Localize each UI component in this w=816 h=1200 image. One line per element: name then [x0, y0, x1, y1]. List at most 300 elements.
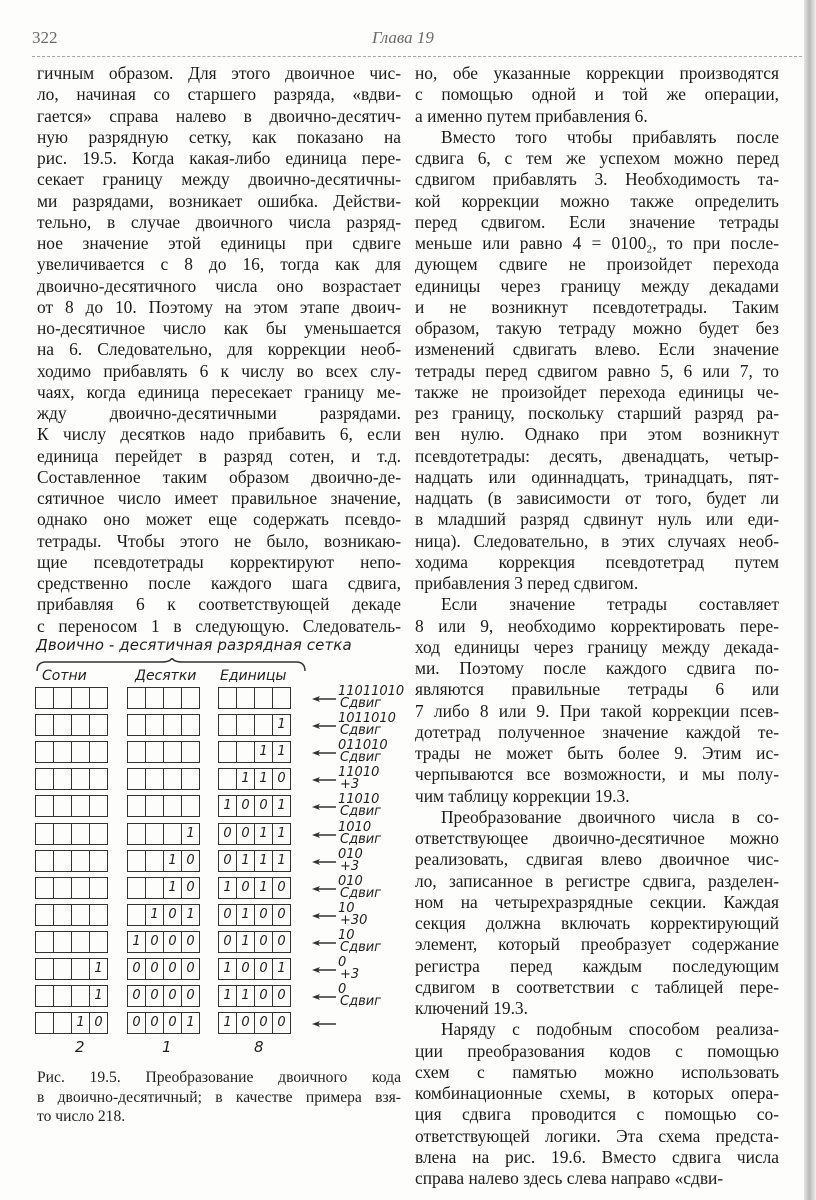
bit-cell: [54, 715, 72, 735]
shift-operation-label: [338, 819, 382, 847]
text-line: влена на рис. 19.6. Вместо сдвига числа: [415, 1146, 779, 1167]
text-line: единица перейдет в разряд сотен, и т.д.: [37, 445, 401, 466]
operation: Сдвиг: [340, 750, 382, 766]
bit-cell: [36, 769, 54, 789]
shift-operation-label: [338, 984, 381, 1008]
bit-cell: 0: [255, 986, 273, 1006]
text-line: единицы через границу между декадами: [415, 275, 779, 296]
operation: +3: [340, 967, 360, 982]
input-bits: 010: [338, 846, 363, 862]
bit-cell: 1: [277, 852, 286, 868]
tetrad-hundreds: [35, 985, 108, 1007]
bit-cell: [182, 769, 199, 789]
bit-cell: 1: [219, 986, 237, 1006]
bit-cell: [72, 742, 90, 762]
text-line: ло, начиная со старшего разряда, «вдви-: [37, 84, 401, 105]
register-row: [35, 982, 415, 1010]
bit-cell: [54, 932, 72, 952]
bit-cell: 1: [277, 717, 286, 733]
tetrad-tens: [127, 687, 200, 709]
bit-cell: [164, 824, 182, 844]
paragraph: [415, 807, 779, 1020]
bit-cell: [36, 851, 54, 871]
bit-cell: [90, 769, 107, 789]
tetrad-tens: [127, 931, 200, 953]
bit-cell: 1: [164, 851, 182, 871]
bit-cell: [273, 688, 290, 708]
tetrad-tens: [127, 904, 200, 926]
text-line: гается» справа налево в двоично-десятич-: [37, 105, 401, 126]
text-line: сдвигом в соответствии с таблицей пере-: [415, 976, 779, 997]
shift-operation-label: [338, 900, 368, 928]
text-line: однако оно может еще содержать псевдо-: [37, 509, 401, 530]
bit-cell: [128, 742, 146, 762]
bit-cell: [90, 688, 107, 708]
figure-caption: [37, 1068, 401, 1127]
shift-operation-label: [338, 740, 388, 764]
bit-cell: [90, 715, 107, 735]
text-line: увеличивается с 8 до 16, тогда как для: [37, 254, 401, 275]
bit-cell: [128, 688, 146, 708]
bit-cell: 0: [219, 824, 237, 844]
text-line: прибавления 3 перед сдвигом.: [415, 573, 639, 593]
bit-cell: [54, 688, 72, 708]
bit-cell: [237, 715, 255, 735]
register-row: [35, 846, 415, 874]
text-line: тетрады перед сдвигом равно 5, 6 или 7, то: [415, 360, 779, 381]
text-line: надцать (в зависимости от того, будет ли: [415, 488, 779, 508]
page-edge-shadow: [804, 0, 816, 1200]
tetrad-units: [218, 904, 291, 926]
bit-cell: 1: [186, 906, 195, 922]
bit-cell: [54, 1013, 72, 1033]
text-line: являются правильные тетрады 6 или: [415, 679, 779, 700]
bit-cell: [72, 959, 90, 979]
bit-cell: [90, 742, 107, 762]
bit-cell: [54, 851, 72, 871]
tetrad-units: [218, 687, 291, 709]
bit-cell: 0: [128, 959, 146, 979]
result-digit-tens: 1: [162, 1038, 172, 1056]
bit-cell: [72, 851, 90, 871]
text-line: сятичное число имеет правильное значение,: [37, 488, 401, 508]
tetrad-hundreds: [35, 714, 108, 736]
bit-cell: [146, 688, 164, 708]
operation: +3: [340, 858, 360, 874]
chapter-title: Глава 19: [372, 28, 434, 47]
tetrad-tens: [127, 714, 200, 736]
bit-cell: 0: [277, 988, 286, 1004]
text-line: Наряду с подобным способом реализа-: [441, 1019, 779, 1040]
register-row: [35, 873, 415, 901]
bit-cell: 0: [164, 932, 182, 952]
tetrad-units: [218, 877, 291, 899]
bit-cell: [54, 878, 72, 898]
bit-cell: 0: [237, 1013, 255, 1033]
bit-cell: [128, 715, 146, 735]
shift-operation-label: [338, 957, 359, 981]
tetrad-units: [218, 795, 291, 817]
bit-cell: [128, 796, 146, 816]
right-column-text: [415, 63, 779, 1189]
bit-cell: [182, 688, 199, 708]
input-bits: 10: [338, 900, 355, 916]
text-line: реализовать, сдвигая влево двоичное чис-: [415, 849, 779, 870]
bit-cell: 0: [164, 1013, 182, 1033]
operation: Сдвиг: [340, 696, 382, 711]
header-rule: [32, 56, 802, 57]
text-line: рис. 19.5. Когда какая-либо единица пере-: [37, 148, 401, 168]
bit-cell: 0: [128, 986, 146, 1006]
bit-cell: [128, 878, 146, 898]
bit-cell: 0: [146, 1013, 164, 1033]
bit-cell: 1: [277, 825, 286, 841]
input-bits: 010: [338, 873, 363, 889]
bit-cell: [164, 796, 182, 816]
bit-cell: [146, 796, 164, 816]
text-line: ции преобразования кодов с помощью: [415, 1040, 779, 1061]
bit-cell: [36, 905, 54, 925]
bit-cell: 0: [186, 933, 195, 949]
bit-cell: 0: [219, 905, 237, 925]
input-bits: 11011010: [338, 684, 405, 699]
bit-cell: 0: [186, 961, 195, 976]
bit-cell: [219, 742, 237, 762]
bit-cell: [237, 688, 255, 708]
bit-cell: [54, 742, 72, 762]
register-row: [35, 711, 415, 739]
bit-cell: [164, 769, 182, 789]
register-row: [35, 738, 415, 766]
bit-cell: 0: [237, 959, 255, 979]
bit-cell: 0: [277, 771, 286, 787]
arrow-left-icon: [310, 1020, 350, 1028]
caption-line: в двоично-десятичный; в качестве примера взя-: [37, 1088, 401, 1106]
operation: Сдвиг: [340, 723, 382, 739]
bit-cell: [90, 851, 107, 871]
bit-cell: [54, 905, 72, 925]
text-line: сдвигом прибавлять 3. Необходимость та-: [415, 169, 779, 190]
input-bits: 0: [338, 955, 347, 970]
bit-cell: [219, 688, 237, 708]
bit-cell: 0: [146, 986, 164, 1006]
bit-cell: [128, 769, 146, 789]
bit-cell: [90, 932, 107, 952]
bit-cell: [36, 688, 54, 708]
tetrad-units: [218, 931, 291, 953]
input-bits: 011010: [338, 738, 388, 754]
tetrad-units: [218, 768, 291, 790]
bit-cell: 1: [237, 905, 255, 925]
input-bits: 10: [338, 927, 355, 943]
bit-cell: [219, 715, 237, 735]
bit-cell: 1: [219, 959, 237, 979]
paragraph: [415, 594, 779, 807]
bit-cell: [237, 742, 255, 762]
tetrad-tens: [127, 985, 200, 1007]
bit-cell: 1: [255, 824, 273, 844]
bit-cell: [90, 796, 107, 816]
bit-cell: [146, 742, 164, 762]
bit-cell: [90, 878, 107, 898]
bit-cell: [72, 688, 90, 708]
bit-cell: 1: [255, 769, 273, 789]
bit-cell: [72, 796, 90, 816]
text-line: псевдотетрады: десять, двенадцать, четыр-: [415, 445, 779, 466]
bit-cell: 1: [164, 878, 182, 898]
bit-cell: [72, 878, 90, 898]
bit-cell: 0: [255, 905, 273, 925]
register-row: [35, 900, 415, 928]
tetrad-hundreds: [35, 823, 108, 845]
bit-cell: [36, 986, 54, 1006]
operation: Сдвиг: [340, 804, 382, 820]
text-line: ход единицы через границу между декада-: [415, 636, 779, 657]
bit-cell: [146, 851, 164, 871]
figure-title: Двоично - десятичная разрядная сетка: [36, 636, 352, 654]
operation: +3: [340, 777, 360, 793]
caption-line: Рис. 19.5. Преобразование двоичного кода: [37, 1069, 401, 1086]
bit-cell: 1: [237, 986, 255, 1006]
operation: Сдвиг: [340, 831, 382, 847]
text-line: надцать или одиннадцать, тринадцать, пят-: [415, 466, 779, 487]
input-bits: 1010: [338, 819, 372, 835]
bit-cell: [90, 905, 107, 925]
bit-cell: [182, 742, 199, 762]
text-line: но, обе указанные коррекции производятся: [415, 63, 779, 83]
paragraph: [415, 1019, 779, 1189]
tetrad-hundreds: [35, 931, 108, 953]
operation: Сдвиг: [340, 994, 382, 1010]
text-line: на 6. Следовательно, для коррекции необ-: [37, 339, 401, 360]
text-line: секает границу между двоично-десятичны-: [37, 169, 401, 190]
text-line: тетрады. Чтобы этого не было, возникаю-: [37, 530, 401, 551]
text-line: Преобразование двоичного числа в со-: [441, 806, 779, 827]
bit-cell: [36, 715, 54, 735]
bit-cell: [54, 959, 72, 979]
text-line: элемент, который преобразует содержание: [415, 934, 779, 955]
caption-line: то число 218.: [37, 1108, 126, 1125]
tetrad-units: [218, 985, 291, 1007]
text-line: от 8 до 10. Поэтому на этом этапе двоич-: [37, 296, 401, 317]
bit-cell: [164, 715, 182, 735]
bit-cell: [128, 851, 146, 871]
shift-operation-label: [338, 927, 382, 955]
paragraph: [415, 127, 779, 595]
text-line: образом, такую тетраду можно будет без: [415, 318, 779, 338]
register-row: [35, 955, 415, 982]
bit-cell: [90, 824, 107, 844]
bit-cell: 1: [94, 988, 103, 1004]
text-line: ответствующей логики. Эта схема предста-: [415, 1125, 779, 1146]
register-row: [35, 819, 415, 847]
tetrad-tens: [127, 795, 200, 817]
text-line: 8 или 9, необходимо корректировать пере-: [415, 615, 779, 636]
text-line: ходимо прибавлять 6 к числу во всех слу-: [37, 360, 401, 381]
bit-cell: 0: [237, 796, 255, 816]
bit-cell: [146, 769, 164, 789]
bit-cell: [164, 688, 182, 708]
bit-cell: 0: [237, 824, 255, 844]
shift-operation-label: [338, 873, 382, 901]
bit-cell: 0: [146, 959, 164, 979]
bit-cell: [255, 715, 273, 735]
bit-cell: [54, 824, 72, 844]
register-row: [35, 792, 415, 820]
tetrad-units: [218, 850, 291, 872]
bit-cell: 0: [94, 1015, 103, 1031]
bit-cell: [36, 959, 54, 979]
bit-cell: 0: [186, 988, 195, 1004]
text-line: прибавляя 6 к соответствующей декаде: [37, 594, 401, 615]
page-number: 322: [32, 28, 58, 47]
bit-cell: 0: [186, 852, 195, 868]
bit-cell: 1: [186, 1015, 195, 1031]
bit-cell: [36, 932, 54, 952]
bit-cell: 0: [219, 932, 237, 952]
text-line: рез границу, поскольку старший разряд ра-: [415, 403, 779, 423]
text-line: Составленное таким образом двоично-де-: [37, 466, 401, 487]
text-line: вен нулю. Однако при этом возникнут: [415, 424, 779, 445]
column-label-hundreds: Сотни: [42, 668, 87, 684]
text-line: гичным образом. Для этого двоичное чис-: [37, 63, 401, 83]
bit-cell: 0: [128, 1013, 146, 1033]
bit-cell: 0: [255, 796, 273, 816]
text-line: перед сдвигом. Если значение тетрады: [415, 211, 779, 232]
bit-cell: 0: [164, 986, 182, 1006]
bit-cell: [128, 824, 146, 844]
tetrad-hundreds: [35, 795, 108, 817]
bit-cell: [72, 824, 90, 844]
tetrad-tens: [127, 741, 200, 763]
tetrad-tens: [127, 850, 200, 872]
tetrad-tens: [127, 823, 200, 845]
bit-cell: 1: [72, 1013, 90, 1033]
text-line: ответствующее двоично-десятичное можно: [415, 828, 779, 848]
text-line: жду двоично-десятичными разрядами.: [37, 403, 401, 423]
bit-cell: [72, 986, 90, 1006]
text-line: и не возникнут псевдотетрады. Таким: [415, 296, 779, 317]
text-line: трады не может быть более 9. Этим ис-: [415, 743, 779, 763]
bit-cell: 1: [186, 825, 195, 841]
bit-cell: 1: [219, 878, 237, 898]
bit-cell: [72, 715, 90, 735]
bit-cell: 0: [237, 878, 255, 898]
register-row: [35, 927, 415, 955]
text-line: щие псевдотетрады корректируют непо-: [37, 551, 401, 572]
text-line: ница). Следовательно, в этих случаях необ-: [415, 530, 779, 551]
shift-operation-label: [338, 686, 404, 710]
text-line: изменений сдвигать влево. Если значение: [415, 339, 779, 360]
input-bits: 0: [338, 982, 347, 998]
shift-operation-label: [338, 767, 379, 791]
bit-cell: [54, 986, 72, 1006]
text-line: 7 либо 8 или 9. При такой коррекции псев-: [415, 700, 779, 721]
paragraph: [415, 63, 779, 127]
register-row: [35, 1012, 415, 1034]
text-line: также не произойдет перехода единицы че-: [415, 381, 779, 402]
text-line: ключений 19.3.: [415, 998, 528, 1018]
tetrad-hundreds: [35, 741, 108, 763]
text-line: К числу десятков надо прибавить 6, если: [37, 424, 401, 445]
tetrad-units: [218, 714, 291, 736]
bit-cell: 0: [277, 1015, 286, 1031]
input-bits: 11010: [338, 792, 380, 808]
tetrad-hundreds: [35, 850, 108, 872]
text-line: схем с памятью можно использовать: [415, 1061, 779, 1082]
bit-cell: 0: [219, 851, 237, 871]
tetrad-hundreds: [35, 904, 108, 926]
bit-cell: 1: [219, 1013, 237, 1033]
bit-cell: [36, 878, 54, 898]
bit-cell: 0: [146, 932, 164, 952]
text-line: справа налево здесь слева направо «сдви-: [415, 1168, 724, 1188]
tetrad-tens: [127, 768, 200, 790]
text-line: чаях, когда единица пересекает границу ме-: [37, 381, 401, 402]
text-line: тельно, в случае двоичного числа разряд-: [37, 211, 401, 232]
bit-cell: [36, 824, 54, 844]
shift-operation-label: [338, 713, 396, 737]
input-bits: 11010: [338, 765, 380, 781]
bit-cell: 0: [164, 959, 182, 979]
text-line: черпываются все возможности, и мы полу-: [415, 764, 779, 785]
text-line: ную разрядную сетку, как показано на: [37, 126, 401, 147]
tetrad-hundreds: [35, 768, 108, 790]
tetrad-tens: [127, 1012, 200, 1034]
bit-cell: 1: [94, 961, 103, 976]
result-digit-hundreds: 2: [75, 1038, 85, 1056]
text-line: с переносом 1 в следующую. Следователь-: [37, 615, 401, 636]
bit-cell: 1: [237, 769, 255, 789]
register-row: [35, 765, 415, 793]
text-line: ми. Поэтому после каждого сдвига по-: [415, 658, 779, 678]
text-line: чим таблицу коррекции 19.3.: [415, 785, 630, 806]
text-line: но-десятичное число как бы уменьшается: [37, 318, 401, 338]
result-digit-units: 8: [254, 1038, 264, 1056]
bit-cell: [146, 878, 164, 898]
text-line: дующем сдвиге не произойдет перехода: [415, 254, 779, 275]
bit-cell: 0: [255, 932, 273, 952]
bit-cell: [36, 796, 54, 816]
bit-cell: [182, 715, 199, 735]
bit-cell: [72, 905, 90, 925]
tetrad-hundreds: [35, 687, 108, 709]
text-line: кой коррекции можно также определить: [415, 190, 779, 211]
bit-cell: [72, 932, 90, 952]
bit-cell: 0: [277, 879, 286, 895]
text-line: Вместо того чтобы прибавлять после: [441, 126, 779, 147]
text-line: средственно после каждого шага сдвига,: [37, 573, 401, 593]
bit-cell: 1: [219, 796, 237, 816]
bit-cell: 1: [237, 932, 255, 952]
tetrad-hundreds: [35, 1012, 108, 1034]
bit-cell: 1: [255, 878, 273, 898]
bit-cell: [219, 769, 237, 789]
column-label-tens: Десятки: [135, 668, 197, 684]
bit-cell: 0: [277, 906, 286, 922]
text-line: в младший разряд сдвинут нуль или еди-: [415, 509, 779, 530]
shift-operation-label: [338, 794, 381, 818]
bit-cell: 1: [277, 744, 286, 760]
operation: Сдвиг: [340, 939, 382, 955]
bit-cell: [36, 742, 54, 762]
bit-cell: 1: [146, 905, 164, 925]
tetrad-hundreds: [35, 877, 108, 899]
bit-cell: 0: [186, 879, 195, 895]
shift-operation-label: [338, 846, 363, 874]
tetrad-units: [218, 1012, 291, 1034]
text-line: с помощью одной и той же операции,: [415, 84, 779, 105]
